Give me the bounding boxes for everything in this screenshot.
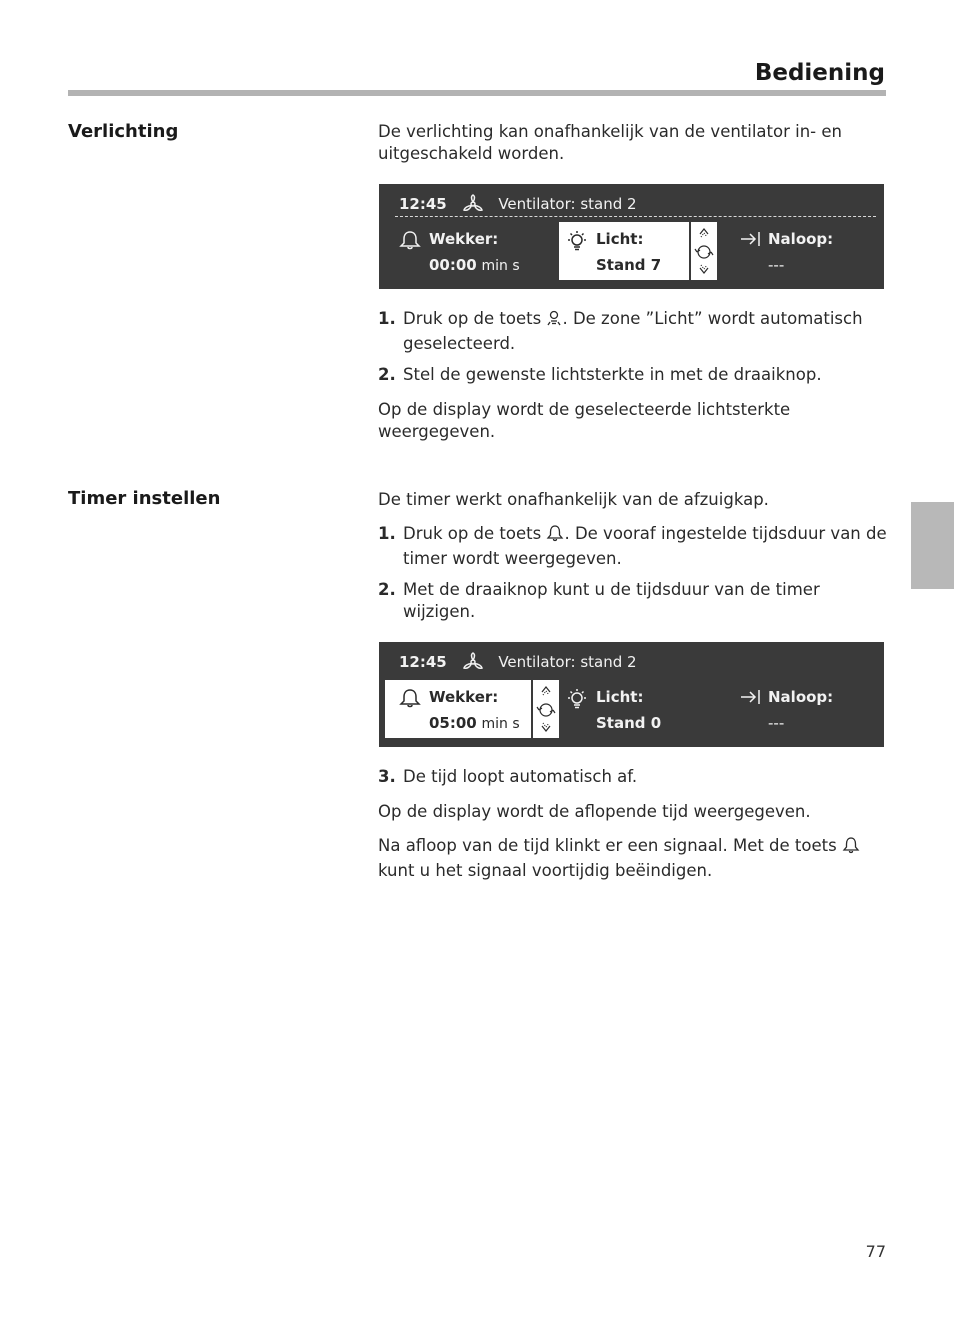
zone-naloop-value: --- xyxy=(768,714,785,732)
zone-licht-value xyxy=(596,256,661,274)
display-status-line xyxy=(399,652,637,674)
zone-naloop-value: --- xyxy=(768,256,785,274)
display-fan-text: Ventilator: stand 2 xyxy=(498,653,637,671)
step-text: Stel de gewenste lichtsterkte in met de draaiknop. xyxy=(403,365,822,384)
zone-licht-label: Licht: xyxy=(596,688,644,706)
result-text-before: Na afloop van de tijd klinkt er een signaal. Met de toets xyxy=(378,836,837,855)
rotary-scroll-indicator xyxy=(690,222,717,280)
zone-licht-value xyxy=(596,714,661,732)
bell-icon xyxy=(399,230,421,254)
timer-step-2 xyxy=(378,579,888,623)
licht-stand: Stand 7 xyxy=(596,256,662,274)
zone-naloop-label: Naloop: xyxy=(768,688,834,706)
display-fan-text: Ventilator: stand 2 xyxy=(498,195,637,213)
step-text-before: Druk op de toets xyxy=(403,309,542,328)
rotary-scroll-indicator xyxy=(532,680,559,738)
step-text-after: . De vooraf ingestelde tijdsduur van de timer wordt weergegeven. xyxy=(403,524,887,568)
result-text-after: kunt u het signaal voortijdig beëindigen. xyxy=(378,861,713,880)
zone-wekker-label: Wekker: xyxy=(429,688,499,706)
zone-licht xyxy=(559,680,699,738)
display-time: 12:45 xyxy=(399,195,447,213)
page-number: 77 xyxy=(865,1242,886,1261)
timer-step-3 xyxy=(378,766,888,788)
wekker-time: 05:00 xyxy=(429,714,477,732)
wekker-unit: min s xyxy=(481,716,520,732)
fan-icon xyxy=(462,652,484,674)
step-number: 1. xyxy=(378,524,396,543)
display-panel-wekker xyxy=(379,642,884,747)
wekker-unit: min s xyxy=(481,258,520,274)
light-key-icon xyxy=(546,309,562,333)
display-panel-licht xyxy=(379,184,884,289)
step-number: 2. xyxy=(378,580,396,599)
display-separator xyxy=(395,216,876,217)
timer-result-1: Op de display wordt de aflopende tijd weergegeven. xyxy=(378,802,811,821)
display-time: 12:45 xyxy=(399,653,447,671)
wekker-time: 00:00 xyxy=(429,256,477,274)
bell-key-icon xyxy=(546,524,564,548)
zone-wekker-selected xyxy=(385,680,531,738)
bell-icon xyxy=(399,688,421,712)
section-title-timer: Timer instellen xyxy=(68,488,221,509)
zone-wekker-value xyxy=(429,256,520,274)
step-text: De tijd loopt automatisch af. xyxy=(403,767,638,786)
light-icon xyxy=(565,230,589,256)
zone-wekker-label: Wekker: xyxy=(429,230,499,248)
zone-naloop-label: Naloop: xyxy=(768,230,834,248)
verlichting-step-1 xyxy=(378,308,888,355)
bell-key-icon xyxy=(842,836,860,860)
licht-stand: Stand 0 xyxy=(596,714,662,732)
step-text: Met de draaiknop kunt u de tijdsduur van de timer wijzigen. xyxy=(403,580,820,621)
timer-result-2 xyxy=(378,835,888,882)
verlichting-step-2 xyxy=(378,364,888,386)
zone-wekker xyxy=(395,222,555,280)
zone-wekker-value xyxy=(429,714,520,732)
arrow-to-line-icon xyxy=(739,230,761,252)
step-number: 1. xyxy=(378,309,396,328)
step-number: 2. xyxy=(378,365,396,384)
section-title-verlichting: Verlichting xyxy=(68,121,179,142)
step-text-before: Druk op de toets xyxy=(403,524,542,543)
verlichting-result: Op de display wordt de geselecteerde lichtsterkte weergegeven. xyxy=(378,400,791,441)
fan-icon xyxy=(462,194,484,216)
header-rule xyxy=(68,90,886,96)
zone-naloop xyxy=(735,222,875,280)
zone-licht-selected xyxy=(559,222,689,280)
arrow-to-line-icon xyxy=(739,688,761,710)
chapter-side-tab xyxy=(911,502,954,589)
step-number: 3. xyxy=(378,767,396,786)
zone-licht-label: Licht: xyxy=(596,230,644,248)
step-text-after: . De zone ”Licht” wordt automatisch geselecteerd. xyxy=(403,309,863,353)
zone-naloop xyxy=(735,680,875,738)
timer-intro: De timer werkt onafhankelijk van de afzuigkap. xyxy=(378,490,769,509)
light-icon xyxy=(565,688,589,714)
page-header-title: Bediening xyxy=(754,60,885,86)
timer-step-1 xyxy=(378,523,888,570)
display-status-line xyxy=(399,194,637,216)
verlichting-intro: De verlichting kan onafhankelijk van de ventilator in- en uitgeschakeld worden. xyxy=(378,122,842,163)
